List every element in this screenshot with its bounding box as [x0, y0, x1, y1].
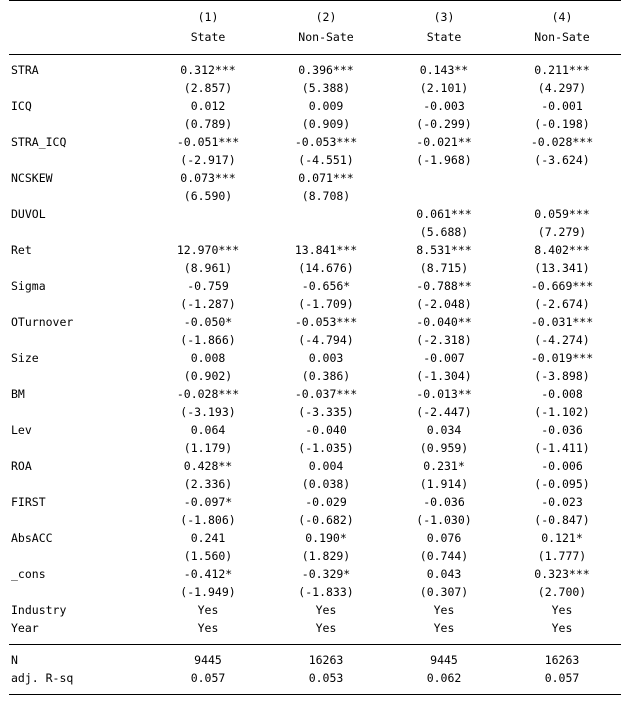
coefficient-cell: -0.019***	[530, 351, 594, 366]
variable-name: ICQ	[11, 99, 32, 114]
stat-value: 0.057	[190, 671, 226, 686]
variable-name: ROA	[11, 459, 32, 474]
header-number-1: (1)	[197, 10, 219, 25]
coefficient-cell: -0.023	[541, 495, 583, 510]
variable-name: Ret	[11, 243, 32, 258]
stat-value: 0.057	[544, 671, 580, 686]
coefficient-cell: 0.061***	[416, 207, 472, 222]
fixed-effect-value: Yes	[197, 603, 219, 618]
fixed-effect-value: Yes	[433, 603, 455, 618]
stat-row	[9, 670, 621, 688]
coefficient-cell: 13.841***	[294, 243, 358, 258]
variable-name-blank	[9, 440, 149, 458]
tstat-cell: (8.715)	[419, 261, 469, 276]
table-row	[9, 296, 621, 314]
coefficient-cell: -0.097*	[183, 495, 233, 510]
coefficient-cell: -0.759	[187, 279, 229, 294]
tstat-cell: (2.857)	[183, 81, 233, 96]
table-row	[9, 332, 621, 350]
tstat-cell: (-4.274)	[534, 333, 590, 348]
coefficient-cell: 0.034	[426, 423, 462, 438]
tstat-cell	[267, 224, 385, 242]
tstat-cell: (8.708)	[301, 189, 351, 204]
coefficient-cell: -0.053***	[294, 315, 358, 330]
tstat-cell: (-0.299)	[416, 117, 472, 132]
coefficient-cell: 0.003	[308, 351, 344, 366]
coefficient-cell: 0.190*	[305, 531, 347, 546]
variable-name: OTurnover	[11, 315, 74, 330]
coefficient-cell: 0.043	[426, 567, 462, 582]
header-corner-cell	[9, 8, 149, 28]
tstat-cell: (1.914)	[419, 477, 469, 492]
variable-name: NCSKEW	[11, 171, 53, 186]
coefficient-cell: 0.012	[190, 99, 226, 114]
variable-name-blank	[9, 80, 149, 98]
coefficient-cell: -0.329*	[301, 567, 351, 582]
stat-row	[9, 652, 621, 670]
tstat-cell: (-0.095)	[534, 477, 590, 492]
variable-name: Lev	[11, 423, 32, 438]
coefficient-cell: 0.428**	[183, 459, 233, 474]
variable-name-blank	[9, 476, 149, 494]
tstat-cell: (-1.287)	[180, 297, 236, 312]
coefficient-cell: -0.050*	[183, 315, 233, 330]
stat-value: 16263	[308, 653, 344, 668]
header-label-4: Non-Sate	[534, 30, 590, 45]
header-number-4: (4)	[551, 10, 573, 25]
coefficient-cell: -0.656*	[301, 279, 351, 294]
coefficient-cell: -0.036	[541, 423, 583, 438]
variable-name: DUVOL	[11, 207, 46, 222]
coefficient-cell: 0.073***	[180, 171, 236, 186]
coefficient-cell: -0.040	[305, 423, 347, 438]
tstat-cell: (-1.411)	[534, 441, 590, 456]
fixed-effect-row	[9, 602, 621, 620]
table-row	[9, 98, 621, 116]
tstat-cell: (6.590)	[183, 189, 233, 204]
coefficient-cell: -0.037***	[294, 387, 358, 402]
tstat-cell: (2.700)	[537, 585, 587, 600]
coefficient-cell: -0.007	[423, 351, 465, 366]
variable-name-blank	[9, 548, 149, 566]
coefficient-cell: -0.053***	[294, 135, 358, 150]
header-label-3: State	[426, 30, 462, 45]
variable-name-blank	[9, 224, 149, 242]
rule-bottom	[9, 695, 621, 697]
coefficient-cell: 0.323***	[534, 567, 590, 582]
tstat-cell: (-1.833)	[298, 585, 354, 600]
tstat-cell: (5.388)	[301, 81, 351, 96]
stat-value: 0.053	[308, 671, 344, 686]
variable-name-blank	[9, 260, 149, 278]
coefficient-cell: 0.009	[308, 99, 344, 114]
table-row	[9, 188, 621, 206]
tstat-cell: (-2.048)	[416, 297, 472, 312]
header-number-2: (2)	[315, 10, 337, 25]
stat-value: 9445	[194, 653, 222, 668]
coefficient-cell: 0.004	[308, 459, 344, 474]
tstat-cell: (1.560)	[183, 549, 233, 564]
tstat-cell: (-1.866)	[180, 333, 236, 348]
coefficient-cell: -0.040**	[416, 315, 472, 330]
table-row	[9, 548, 621, 566]
coefficient-cell: -0.412*	[183, 567, 233, 582]
variable-name-blank	[9, 584, 149, 602]
header-row-labels	[9, 28, 621, 48]
tstat-cell: (-2.447)	[416, 405, 472, 420]
table-row	[9, 170, 621, 188]
tstat-cell: (-0.847)	[534, 513, 590, 528]
coefficient-cell	[503, 170, 621, 188]
fixed-effect-value: Yes	[315, 621, 337, 636]
stat-value: 16263	[544, 653, 580, 668]
variable-name: _cons	[11, 567, 46, 582]
table-row	[9, 512, 621, 530]
tstat-cell: (-1.968)	[416, 153, 472, 168]
stat-name: N	[11, 653, 18, 668]
table-row	[9, 152, 621, 170]
tstat-cell: (-1.949)	[180, 585, 236, 600]
variable-name: STRA_ICQ	[11, 135, 67, 150]
table-row	[9, 476, 621, 494]
table-row	[9, 350, 621, 368]
table-row	[9, 62, 621, 80]
tstat-cell: (-0.682)	[298, 513, 354, 528]
variable-name: AbsACC	[11, 531, 53, 546]
table-row	[9, 116, 621, 134]
coefficient-cell: -0.006	[541, 459, 583, 474]
header-label-corner	[9, 28, 149, 48]
coefficient-cell: -0.028***	[530, 135, 594, 150]
tstat-cell: (1.179)	[183, 441, 233, 456]
table-row	[9, 80, 621, 98]
coefficient-cell: 12.970***	[176, 243, 240, 258]
tstat-cell: (0.959)	[419, 441, 469, 456]
variable-name-blank	[9, 296, 149, 314]
fixed-effect-name: Year	[11, 621, 39, 636]
tstat-cell: (-1.102)	[534, 405, 590, 420]
tstat-cell: (-1.035)	[298, 441, 354, 456]
variable-name-blank	[9, 332, 149, 350]
coefficient-cell: 0.312***	[180, 63, 236, 78]
coefficient-cell: -0.008	[541, 387, 583, 402]
tstat-cell: (-3.624)	[534, 153, 590, 168]
tstat-cell: (0.789)	[183, 117, 233, 132]
fixed-effect-value: Yes	[551, 603, 573, 618]
table-row	[9, 458, 621, 476]
table-row	[9, 224, 621, 242]
coefficient-cell: 0.211***	[534, 63, 590, 78]
variable-name-blank	[9, 188, 149, 206]
regression-table	[9, 0, 621, 696]
variable-name: Sigma	[11, 279, 46, 294]
variable-name-blank	[9, 116, 149, 134]
table-row	[9, 314, 621, 332]
coefficient-cell: -0.036	[423, 495, 465, 510]
tstat-cell: (-1.709)	[298, 297, 354, 312]
coefficient-cell: -0.001	[541, 99, 583, 114]
table-row	[9, 278, 621, 296]
coefficient-cell: 8.531***	[416, 243, 472, 258]
variable-name: FIRST	[11, 495, 46, 510]
table-row	[9, 494, 621, 512]
coefficient-cell	[385, 170, 503, 188]
coefficient-cell	[149, 206, 267, 224]
table-row	[9, 530, 621, 548]
tstat-cell	[385, 188, 503, 206]
fixed-effect-value: Yes	[197, 621, 219, 636]
header-number-3: (3)	[433, 10, 455, 25]
tstat-cell: (8.961)	[183, 261, 233, 276]
coefficient-cell: -0.013**	[416, 387, 472, 402]
header-label-2: Non-Sate	[298, 30, 354, 45]
fixed-effect-value: Yes	[315, 603, 337, 618]
coefficient-cell: 0.121*	[541, 531, 583, 546]
tstat-cell: (13.341)	[534, 261, 590, 276]
table-row	[9, 566, 621, 584]
header-row-numbers	[9, 8, 621, 28]
coefficient-cell: 8.402***	[534, 243, 590, 258]
coefficient-cell: 0.396***	[298, 63, 354, 78]
tstat-cell: (7.279)	[537, 225, 587, 240]
coefficient-cell: 0.076	[426, 531, 462, 546]
fixed-effect-value: Yes	[433, 621, 455, 636]
stat-value: 9445	[430, 653, 458, 668]
tstat-cell: (0.902)	[183, 369, 233, 384]
table-row	[9, 404, 621, 422]
fixed-effect-value: Yes	[551, 621, 573, 636]
coefficient-cell: 0.231*	[423, 459, 465, 474]
tstat-cell	[149, 224, 267, 242]
tstat-cell: (4.297)	[537, 81, 587, 96]
table-row	[9, 368, 621, 386]
tstat-cell: (-3.898)	[534, 369, 590, 384]
table-row	[9, 386, 621, 404]
coefficient-cell: -0.669***	[530, 279, 594, 294]
coefficient-cell: 0.059***	[534, 207, 590, 222]
table-row	[9, 422, 621, 440]
coefficient-cell: -0.003	[423, 99, 465, 114]
coefficient-cell: 0.008	[190, 351, 226, 366]
table-row	[9, 242, 621, 260]
tstat-cell: (-1.030)	[416, 513, 472, 528]
tstat-cell: (5.688)	[419, 225, 469, 240]
tstat-cell: (-4.794)	[298, 333, 354, 348]
coefficient-cell: -0.021**	[416, 135, 472, 150]
tstat-cell: (2.336)	[183, 477, 233, 492]
tstat-cell: (-0.198)	[534, 117, 590, 132]
coefficient-cell	[267, 206, 385, 224]
tstat-cell: (0.909)	[301, 117, 351, 132]
tstat-cell: (-3.193)	[180, 405, 236, 420]
tstat-cell: (-1.806)	[180, 513, 236, 528]
tstat-cell: (-2.318)	[416, 333, 472, 348]
variable-name: Size	[11, 351, 39, 366]
coefficient-cell: 0.064	[190, 423, 226, 438]
tstat-cell: (-3.335)	[298, 405, 354, 420]
tstat-cell	[503, 188, 621, 206]
coefficient-cell: 0.241	[190, 531, 226, 546]
tstat-cell: (14.676)	[298, 261, 354, 276]
table-row	[9, 440, 621, 458]
variable-name-blank	[9, 404, 149, 422]
stat-name: adj. R-sq	[11, 671, 74, 686]
coefficient-cell: 0.143**	[419, 63, 469, 78]
table-row	[9, 134, 621, 152]
table-row	[9, 206, 621, 224]
tstat-cell: (-4.551)	[298, 153, 354, 168]
variable-name: STRA	[11, 63, 39, 78]
coefficient-cell: -0.031***	[530, 315, 594, 330]
tstat-cell: (0.038)	[301, 477, 351, 492]
tstat-cell: (-2.917)	[180, 153, 236, 168]
variable-name-blank	[9, 152, 149, 170]
tstat-cell: (-1.304)	[416, 369, 472, 384]
coefficient-cell: -0.028***	[176, 387, 240, 402]
fixed-effect-name: Industry	[11, 603, 67, 618]
fixed-effect-row	[9, 620, 621, 638]
variable-name: BM	[11, 387, 25, 402]
tstat-cell: (0.386)	[301, 369, 351, 384]
header-label-1: State	[190, 30, 226, 45]
table-row	[9, 584, 621, 602]
tstat-cell: (1.829)	[301, 549, 351, 564]
tstat-cell: (1.777)	[537, 549, 587, 564]
variable-name-blank	[9, 368, 149, 386]
coefficient-cell: 0.071***	[298, 171, 354, 186]
coefficient-cell: -0.051***	[176, 135, 240, 150]
tstat-cell: (0.307)	[419, 585, 469, 600]
tstat-cell: (2.101)	[419, 81, 469, 96]
tstat-cell: (-2.674)	[534, 297, 590, 312]
stat-value: 0.062	[426, 671, 462, 686]
table-row	[9, 260, 621, 278]
coefficient-cell: -0.029	[305, 495, 347, 510]
tstat-cell: (0.744)	[419, 549, 469, 564]
coefficient-cell: -0.788**	[416, 279, 472, 294]
variable-name-blank	[9, 512, 149, 530]
